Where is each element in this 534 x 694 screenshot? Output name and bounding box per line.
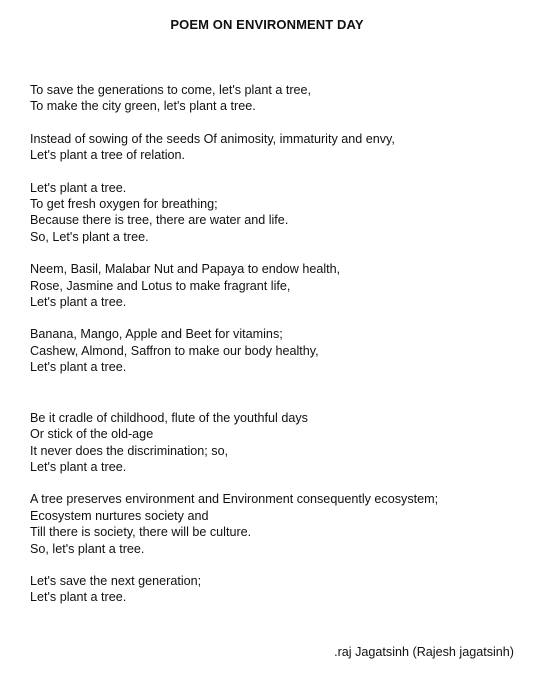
poem-line: Ecosystem nurtures society and	[30, 508, 209, 523]
poem-line: Let's plant a tree.	[30, 459, 127, 474]
poem-line: Rose, Jasmine and Lotus to make fragrant life,	[30, 278, 291, 293]
author-signature: .raj Jagatsinh (Rajesh jagatsinh)	[334, 645, 514, 659]
poem-line: Till there is society, there will be culture.	[30, 525, 252, 540]
poem-line: Instead of sowing of the seeds Of animosity, immaturity and envy,	[30, 131, 395, 146]
poem-line: Be it cradle of childhood, flute of the youthful days	[30, 410, 308, 425]
poem-line: To save the generations to come, let's plant a tree,	[30, 83, 312, 97]
poem-line: It never does the discrimination; so,	[30, 443, 229, 458]
poem-line: Banana, Mango, Apple and Beet for vitamins;	[30, 327, 283, 342]
poem-line: Let's plant a tree of relation.	[30, 148, 186, 163]
poem-line: A tree preserves environment and Environment consequently ecosystem;	[30, 492, 439, 507]
poem-stanza	[30, 410, 520, 476]
poem-title: POEM ON ENVIRONMENT DAY	[170, 17, 364, 32]
poem-stanza	[30, 326, 520, 375]
poem-line: So, let's plant a tree.	[30, 541, 145, 556]
poem-stanza	[30, 82, 520, 115]
poem-line: Cashew, Almond, Saffron to make our body healthy,	[30, 343, 319, 358]
poem-line: Let's plant a tree.	[30, 295, 127, 310]
poem-body	[30, 82, 520, 606]
poem-line: So, Let's plant a tree.	[30, 229, 149, 244]
poem-line: Let's plant a tree.	[30, 360, 127, 375]
poem-stanza	[30, 261, 520, 310]
poem-line: Let's save the next generation;	[30, 573, 202, 588]
poem-line: Or stick of the old-age	[30, 427, 154, 442]
poem-line: Because there is tree, there are water and life.	[30, 213, 289, 228]
poem-stanza	[30, 131, 520, 164]
poem-line: Neem, Basil, Malabar Nut and Papaya to endow health,	[30, 262, 341, 277]
poem-stanza	[30, 180, 520, 246]
poem-stanza	[30, 491, 520, 557]
poem-stanza	[30, 573, 520, 606]
poem-line: Let's plant a tree.	[30, 180, 127, 195]
poem-line: Let's plant a tree.	[30, 590, 127, 605]
poem-line: To get fresh oxygen for breathing;	[30, 197, 218, 212]
poem-line: To make the city green, let's plant a tree.	[30, 99, 256, 114]
